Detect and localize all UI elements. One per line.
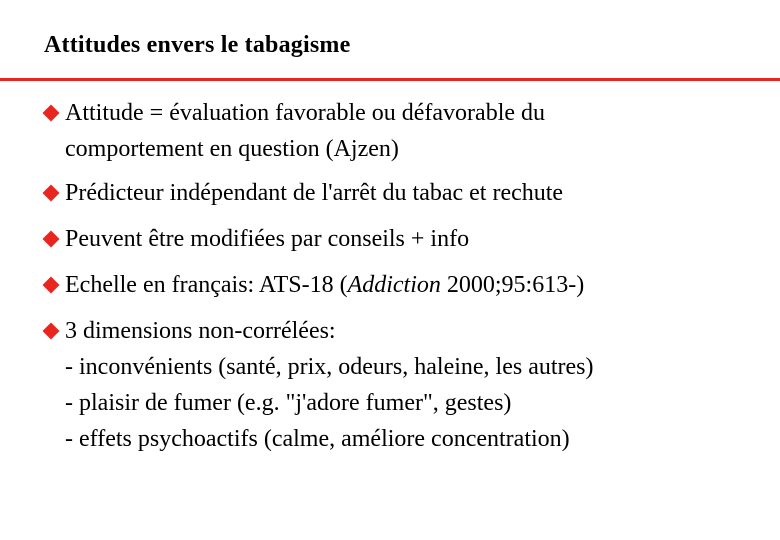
sub-item-effets: - effets psychoactifs (calme, améliore concentration)	[65, 426, 570, 452]
bullet-item-dimensions	[40, 313, 770, 457]
sub-item-inconvenients: - inconvénients (santé, prix, odeurs, haleine, les autres)	[65, 354, 594, 380]
bullet-text: Echelle en français: ATS-18 (	[65, 272, 348, 298]
diamond-bullet-icon	[43, 231, 60, 248]
bullet-text: Attitude = évaluation favorable ou défavorable du	[65, 100, 546, 126]
diamond-bullet-icon	[43, 277, 60, 294]
diamond-bullet-icon	[43, 323, 60, 340]
journal-name: Addiction	[347, 272, 441, 298]
sub-item-plaisir: - plaisir de fumer (e.g. "j'adore fumer", gestes)	[65, 390, 512, 416]
citation-details: 2000;95:613-)	[440, 272, 585, 298]
bullet-list	[40, 95, 770, 457]
diamond-bullet-icon	[43, 105, 60, 122]
bullet-text: Prédicteur indépendant de l'arrêt du tabac et rechute	[65, 180, 564, 206]
bullet-item-modifiable	[40, 221, 770, 257]
bullet-item-scale	[40, 267, 770, 303]
bullet-text: 3 dimensions non-corrélées:	[65, 318, 336, 344]
bullet-item-predictor	[40, 175, 770, 211]
bullet-text-continued: comportement en question (Ajzen)	[65, 136, 399, 162]
bullet-item-attitude-definition	[40, 95, 770, 167]
diamond-bullet-icon	[43, 185, 60, 202]
bullet-text: Peuvent être modifiées par conseils + info	[65, 226, 470, 252]
title-divider	[0, 78, 780, 81]
slide-title: Attitudes envers le tabagisme	[44, 32, 351, 58]
